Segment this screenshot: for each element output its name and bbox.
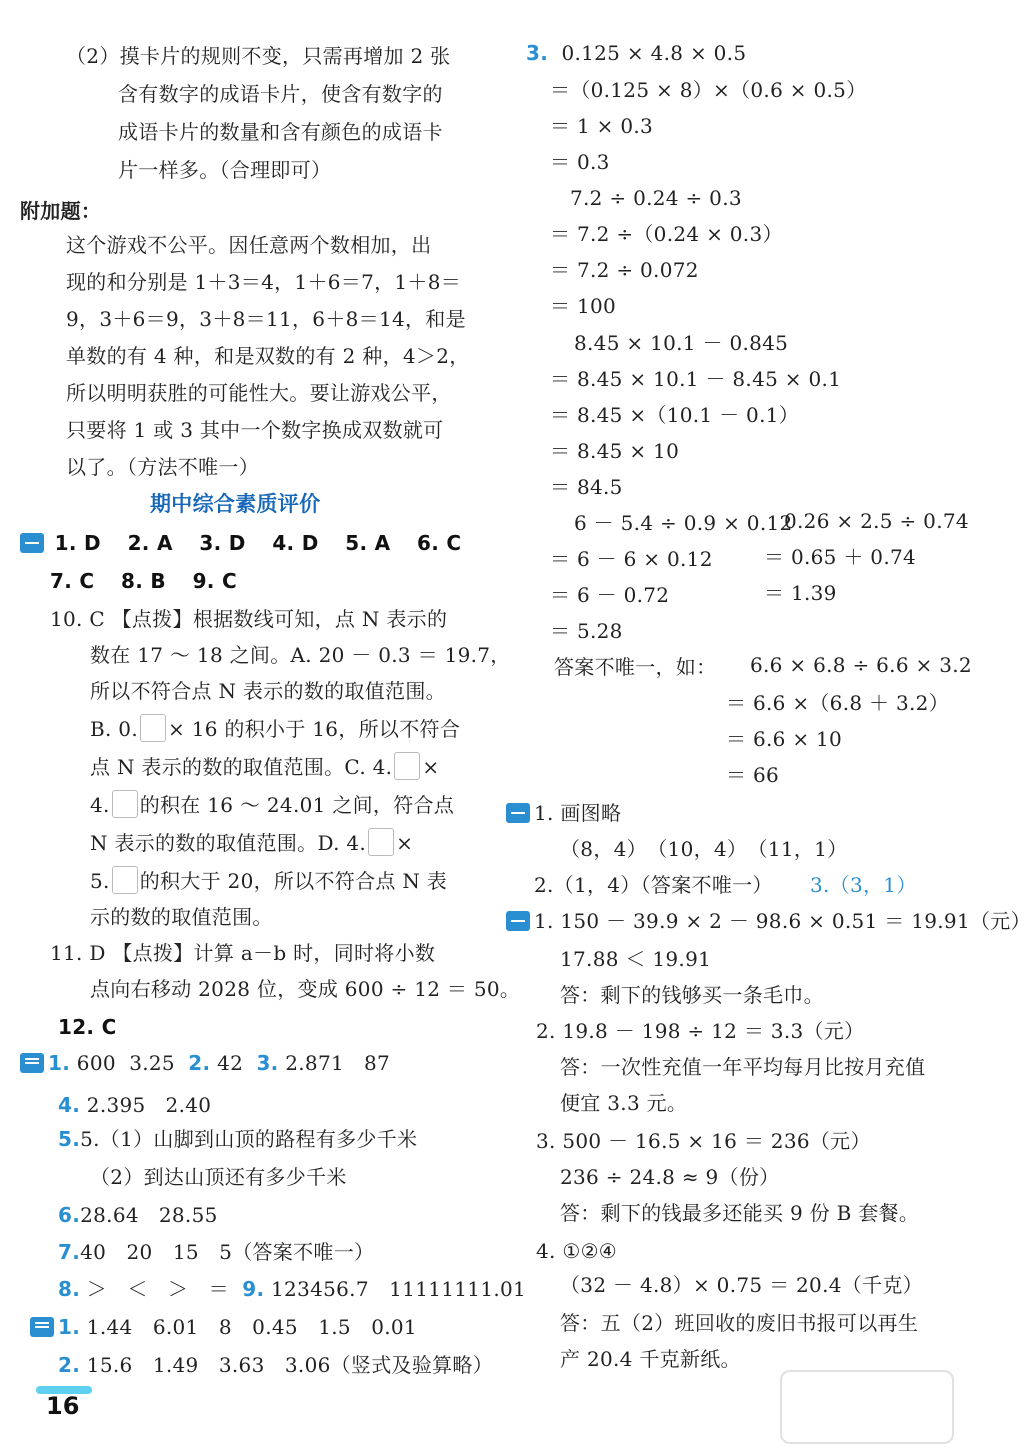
calc-line (526, 38, 746, 68)
text-line: 9，3＋6＝9，3＋8＝11，6＋8＝14，和是 (66, 307, 466, 331)
text: × (422, 755, 440, 779)
mc-answer: 9. C (192, 569, 237, 593)
answer: 87 (364, 1051, 391, 1075)
calc-line: ＝ 6 － 0.72 (550, 583, 670, 607)
word-problem-line (506, 906, 1031, 936)
q-num: 1. (58, 1315, 81, 1339)
calc-line: 3.（3，1） (810, 873, 917, 897)
section-four-marker-icon (506, 803, 530, 823)
calc-row-1 (30, 1312, 417, 1342)
calc-line: 3. 500 － 16.5 × 16 ＝ 236（元） (536, 1129, 871, 1153)
section-title: 期中综合素质评价 (150, 492, 321, 516)
calc-line: 0.26 × 2.5 ÷ 0.74 (784, 509, 969, 533)
calc-line: 产 20.4 千克新纸。 (560, 1347, 741, 1371)
fill-row-6 (58, 1200, 218, 1230)
calc-line: 8.45 × 10.1 － 0.845 (574, 331, 789, 355)
calc-line: ＝（0.125 × 8）×（0.6 × 0.5） (550, 78, 867, 102)
calc-line: 4. ①②④ (536, 1239, 618, 1263)
q-num: 3. (256, 1051, 279, 1075)
mc-row-2 (50, 566, 237, 596)
text: 的积在 16 ～ 24.01 之间，符合点 (139, 793, 455, 817)
q-num: 2. (188, 1051, 211, 1075)
calc-line: （32 － 4.8）× 0.75 ＝ 20.4（千克） (560, 1273, 923, 1297)
calc-line: 2.（1，4）（答案不唯一） (534, 873, 773, 897)
answer: 2.395 (86, 1093, 146, 1117)
answer: 600 (76, 1051, 116, 1075)
text-line: （2）摸卡片的规则不变，只需再增加 2 张 (66, 44, 451, 68)
expr: 0.125 × 4.8 × 0.5 (561, 41, 747, 65)
text: 的积大于 20，所以不符合点 N 表 (139, 869, 448, 893)
option-c-line (90, 752, 439, 782)
text-line: （2）到达山顶还有多少千米 (90, 1165, 347, 1189)
answer: 42 (217, 1051, 244, 1075)
text: 4. (90, 793, 110, 817)
text-line: 所以明明获胜的可能性大。要让游戏公平， (66, 381, 452, 405)
calc-line: ＝ 6.6 × 10 (726, 727, 843, 751)
mc-row-1 (20, 528, 461, 558)
q-num: 7. (58, 1240, 81, 1264)
text-line (90, 866, 447, 896)
calc-line: ＝ 0.3 (550, 150, 610, 174)
fill-row-4 (58, 1090, 211, 1120)
calc-row-2 (58, 1350, 493, 1380)
calc-line: ＝ 66 (726, 763, 780, 787)
watermark-logo-icon (780, 1370, 954, 1444)
section-three-marker-icon (30, 1317, 54, 1337)
answer: ＞ ＜ ＞ ＝ (86, 1277, 229, 1301)
page-number: 16 (46, 1392, 80, 1420)
answer: 1. 画图略 (534, 801, 622, 825)
text: N 表示的数的取值范围。D. 4. (90, 831, 367, 855)
calc-line: ＝ 6 － 6 × 0.12 (550, 547, 713, 571)
graph-line (506, 798, 621, 828)
answer: 2.40 (165, 1093, 212, 1117)
q-num: 8. (58, 1277, 81, 1301)
bonus-heading: 附加题： (20, 199, 102, 223)
q-num: 6. (58, 1203, 81, 1227)
calc-line: ＝ 5.28 (550, 619, 623, 643)
calc-line: 236 ÷ 24.8 ≈ 9（份） (560, 1165, 780, 1189)
answer: 1. 150 － 39.9 × 2 － 98.6 × 0.51 ＝ 19.91（元） (534, 909, 1031, 933)
mc-answer: 4. D (272, 531, 319, 555)
calc-line: ＝ 8.45 × 10.1 － 8.45 × 0.1 (550, 367, 842, 391)
calc-line: ＝ 1.39 (764, 581, 837, 605)
fill-row-1 (20, 1048, 390, 1078)
answer: 3.25 (129, 1051, 175, 1075)
q-num: 9. (242, 1277, 265, 1301)
q-num: 3. (526, 41, 549, 65)
calc-line: 2. 19.8 － 198 ÷ 12 ＝ 3.3（元） (536, 1019, 865, 1043)
text-line (90, 790, 454, 820)
answer: 28.55 (158, 1203, 218, 1227)
text-line: 数在 17 ～ 18 之间。A. 20 － 0.3 ＝ 19.7， (90, 643, 511, 667)
text: × 16 的积小于 16，所以不符合 (168, 717, 461, 741)
text: 的取值范围。C. 4. (222, 755, 393, 779)
section-one-marker-icon (20, 533, 44, 553)
text-line: 现的和分别是 1＋3＝4，1＋6＝7，1＋8＝ (66, 270, 462, 294)
answer: 5.（1）山脚到山顶的路程有多少千米 (80, 1127, 418, 1151)
answer: 28.64 (80, 1203, 139, 1227)
calc-line: （8，4） （10，4） （11，1） (560, 837, 848, 861)
calc-line: 17.88 ＜ 19.91 (560, 947, 712, 971)
calc-line: 答：剩下的钱最多还能买 9 份 B 套餐。 (560, 1201, 920, 1225)
fill-row-7 (58, 1237, 374, 1267)
answer: 1.44 6.01 8 0.45 1.5 0.01 (86, 1315, 417, 1339)
text-line: 片一样多。（合理即可） (118, 158, 332, 182)
q11-line: 11. D 【点拨】计算 a－b 时，同时将小数 (50, 941, 436, 965)
calc-line: ＝ 7.2 ÷（0.24 × 0.3） (550, 222, 783, 246)
mc-answer: 5. A (345, 531, 391, 555)
answer: 123456.7 11111111.01 (271, 1277, 527, 1301)
q-num: 4. (58, 1093, 81, 1117)
q-num: 2. (58, 1353, 81, 1377)
calc-line: 7.2 ÷ 0.24 ÷ 0.3 (570, 186, 742, 210)
mc-answer: 7. C (50, 569, 95, 593)
q10-line: 10. C 【点拨】根据数线可知，点 N 表示的 (50, 607, 448, 631)
text-line: 所以不符合点 N 表示的数的取值范围。 (90, 679, 446, 703)
answer: 15.6 1.49 3.63 3.06（竖式及验算略） (86, 1353, 494, 1377)
calc-line: ＝ 0.65 ＋ 0.74 (764, 545, 917, 569)
text: × (396, 831, 414, 855)
blank-box (394, 752, 420, 780)
blank-box (112, 866, 138, 894)
calc-line: ＝ 6.6 ×（6.8 ＋ 3.2） (726, 691, 950, 715)
calc-line: 6.6 × 6.8 ÷ 6.6 × 3.2 (750, 653, 972, 677)
blank-box (112, 790, 138, 818)
text: 5. (90, 869, 110, 893)
mc-answer: 1. D (54, 531, 101, 555)
q-num: 5. (58, 1127, 81, 1151)
answer: 2.871 (285, 1051, 345, 1075)
section-five-marker-icon (506, 911, 530, 931)
text: B. 0. (90, 717, 138, 741)
mc-answer: 8. B (121, 569, 166, 593)
text-line: 只要将 1 或 3 其中一个数字换成双数就可 (66, 418, 444, 442)
text-line: 成语卡片的数量和含有颜色的成语卡 (118, 120, 443, 144)
mc-answer: 3. D (199, 531, 246, 555)
calc-line: ＝ 7.2 ÷ 0.072 (550, 258, 699, 282)
mc-answer: 6. C (417, 531, 462, 555)
text-line: 含有数字的成语卡片，使含有数字的 (118, 82, 443, 106)
mc-answer: 2. A (127, 531, 173, 555)
text-line: 示的数的取值范围。 (90, 905, 273, 929)
calc-line: ＝ 84.5 (550, 475, 623, 499)
blank-box (140, 714, 166, 742)
text: 点 N 表示的数 (90, 755, 223, 779)
text-line: 以了。（方法不唯一） (66, 455, 259, 479)
calc-line: 6 － 5.4 ÷ 0.9 × 0.12 (574, 511, 793, 535)
answer: 40 20 15 5（答案不唯一） (80, 1240, 375, 1264)
calc-line: ＝ 8.45 ×（10.1 － 0.1） (550, 403, 800, 427)
option-b-line (90, 714, 460, 744)
text-line: 点向右移动 2028 位，变成 600 ÷ 12 ＝ 50。 (90, 977, 521, 1001)
option-d-line (90, 828, 413, 858)
calc-line: 答案不唯一，如： (554, 655, 717, 679)
blank-box (368, 828, 394, 856)
calc-line: 便宜 3.3 元。 (560, 1091, 688, 1115)
calc-line: 答：一次性充值一年平均每月比按月充值 (560, 1055, 926, 1079)
fill-row-5 (58, 1124, 417, 1154)
calc-line: 答：剩下的钱够买一条毛巾。 (560, 983, 824, 1007)
section-two-marker-icon (20, 1053, 44, 1073)
calc-line: ＝ 1 × 0.3 (550, 114, 654, 138)
calc-line: ＝ 8.45 × 10 (550, 439, 680, 463)
q-num: 1. (48, 1051, 71, 1075)
fill-row-8 (58, 1274, 526, 1304)
calc-line: ＝ 100 (550, 294, 617, 318)
q12-line: 12. C (58, 1015, 117, 1039)
calc-line: 答：五（2）班回收的废旧书报可以再生 (560, 1311, 919, 1335)
text-line: 这个游戏不公平。因任意两个数相加，出 (66, 233, 432, 257)
text-line: 单数的有 4 种，和是双数的有 2 种，4＞2， (66, 344, 470, 368)
